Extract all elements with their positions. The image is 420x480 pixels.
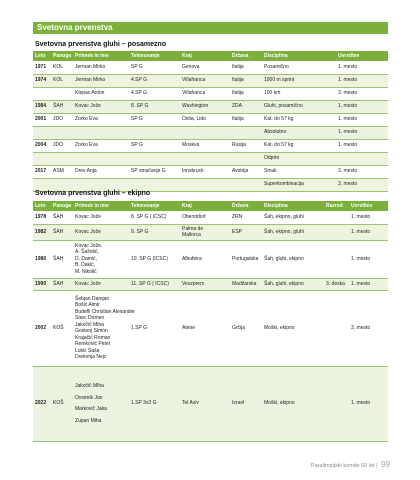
cell-city	[180, 290, 230, 366]
cell-place: 3. mesto	[336, 178, 388, 191]
cell-sport: JDO	[51, 113, 73, 126]
cell-name	[73, 152, 129, 165]
cell-comp: SP smučanje G	[129, 165, 180, 178]
cell-line: Oberstdorf	[182, 214, 206, 220]
cell-line: Gostenj Simon	[75, 328, 108, 334]
cell-city	[180, 224, 230, 240]
cell-class: 3. deska	[324, 278, 349, 290]
cell-line: Markovič Jaka	[75, 406, 107, 412]
cell-place: 1. mesto	[349, 211, 388, 224]
cell-line: Mallorca	[182, 232, 201, 238]
column-header: Leto	[35, 203, 46, 209]
cell-place: 1. mesto	[336, 61, 388, 74]
column-header: Priimek in ime	[75, 53, 109, 59]
cell-country	[230, 126, 262, 139]
cell-names	[73, 240, 129, 278]
cell-class	[324, 224, 349, 240]
cell-line: Atene	[182, 324, 196, 331]
cell-names	[73, 278, 129, 290]
cell-comp: 4.SP G	[129, 87, 180, 100]
cell-year: 1982	[33, 224, 51, 240]
cell-line: Kovac Jože	[75, 228, 101, 235]
cell-country: Madžarska	[230, 278, 262, 290]
cell-year: 2017	[33, 165, 51, 178]
column-header: Priimek in ime	[75, 203, 109, 209]
cell-names	[73, 366, 129, 441]
cell-name: Klepac Anton	[73, 87, 129, 100]
table-row	[33, 126, 388, 139]
cell-comp: 8. SP G	[129, 100, 180, 113]
cell-sport	[51, 126, 73, 139]
column-header: Uvrstitev	[351, 203, 373, 209]
cell-place: 1. mesto	[336, 139, 388, 152]
cell-city	[180, 240, 230, 278]
cell-comp: 4.SP G	[129, 74, 180, 87]
cell-country: Italija	[230, 74, 262, 87]
cell-disc: Superkombinacija	[262, 178, 336, 191]
cell-disc: Moški, ekipno	[262, 290, 324, 366]
cell-country: Italija	[230, 61, 262, 74]
cell-line: Drekonja Nejc	[75, 354, 107, 360]
cell-place: 1. mesto	[349, 278, 388, 290]
column-header: Razred	[326, 203, 343, 209]
cell-comp	[129, 152, 180, 165]
page-number: 99	[381, 460, 390, 469]
cell-place: 3. mesto	[349, 290, 388, 366]
column-header: Uvrstitev	[338, 53, 360, 59]
cell-sport: KOŠ	[51, 290, 73, 366]
table-row	[33, 366, 388, 441]
cell-country	[230, 152, 262, 165]
cell-country: Italija	[230, 113, 262, 126]
cell-city: Genova	[180, 61, 230, 74]
cell-country: Grčija	[230, 290, 262, 366]
cell-name: Drev Anja	[73, 165, 129, 178]
cell-city	[180, 278, 230, 290]
cell-name: Zorko Eva	[73, 113, 129, 126]
cell-year: 1984	[33, 100, 51, 113]
page-section-band	[33, 22, 388, 34]
cell-disc: 1000 m sprint	[262, 74, 336, 87]
cell-country: ZRN	[230, 211, 262, 224]
cell-place: 1. mesto	[349, 224, 388, 240]
table-row	[33, 87, 388, 100]
individual-results-table	[33, 51, 388, 192]
cell-line: Palma de	[182, 225, 204, 232]
cell-city: Washington	[180, 100, 230, 113]
cell-line: Remković Peter	[75, 341, 111, 347]
cell-country: ESP	[230, 224, 262, 240]
section-title-team: Svetovna prvenstva gluhi – ekipno	[35, 190, 151, 197]
column-header: Disciplina	[264, 53, 288, 59]
cell-line: Jakočič Miha	[75, 383, 104, 389]
cell-disc: Šah, gluhi, ekipno	[262, 240, 324, 278]
cell-line: Starc Domen	[75, 315, 105, 321]
band-title: Svetovna prvenstva	[37, 23, 113, 32]
table-row	[33, 290, 388, 366]
cell-place: 1. mesto	[336, 74, 388, 87]
cell-disc: Posamično	[262, 61, 336, 74]
cell-name: Jerman Mirko	[73, 74, 129, 87]
table-row	[33, 224, 388, 240]
cell-disc: Gluhi, posamično	[262, 100, 336, 113]
cell-place: 1. mesto	[336, 100, 388, 113]
cell-names	[73, 224, 129, 240]
cell-disc: 100 km	[262, 87, 336, 100]
table-row	[33, 152, 388, 165]
cell-place: 1. mesto	[349, 366, 388, 441]
cell-city	[180, 366, 230, 441]
cell-disc: Odprto	[262, 152, 336, 165]
cell-sport: KOŠ	[51, 366, 73, 441]
cell-name: Jerman Mirko	[73, 61, 129, 74]
cell-disc: Kat. do 57 kg	[262, 113, 336, 126]
cell-year: 1978	[33, 211, 51, 224]
column-header: Država	[232, 203, 249, 209]
table-row	[33, 278, 388, 290]
cell-name	[73, 126, 129, 139]
cell-country: Italija	[230, 87, 262, 100]
cell-city: Villafranca	[180, 87, 230, 100]
cell-name: Zorko Eva	[73, 139, 129, 152]
cell-city	[180, 126, 230, 139]
cell-place: 1. mesto	[336, 113, 388, 126]
cell-year: 1986	[33, 240, 51, 278]
cell-year: 2004	[33, 139, 51, 152]
column-header: Država	[232, 53, 249, 59]
cell-city: Moskva	[180, 139, 230, 152]
column-header: Tekmovanje	[131, 53, 160, 59]
cell-line: Tel Aviv	[182, 400, 199, 407]
cell-line: Kovac Jože	[75, 280, 101, 287]
cell-disc: Šah, ekipno, gluhi	[262, 211, 324, 224]
cell-comp: SP G	[129, 139, 180, 152]
cell-country: Portugalska	[230, 240, 262, 278]
cell-city	[180, 152, 230, 165]
cell-comp: SP G	[129, 113, 180, 126]
cell-sport: KOL	[51, 61, 73, 74]
cell-sport: ŠAH	[51, 240, 73, 278]
cell-disc: Šah, ekipno, gluhi	[262, 224, 324, 240]
cell-comp: 8. SP G ( ICSC)	[129, 211, 180, 224]
footer-text: Paralimpijski komite 60 let |	[311, 463, 378, 469]
team-results-table	[33, 201, 388, 442]
column-header: Disciplina	[264, 203, 288, 209]
cell-disc: Smuk	[262, 165, 336, 178]
section-title-individual: Svetovna prvenstva gluhi – posamezno	[35, 41, 167, 48]
cell-line: Šebjan Damjan	[75, 295, 110, 302]
cell-city: Villafranca	[180, 74, 230, 87]
cell-comp: 11. SP G ( ICSC)	[129, 278, 180, 290]
cell-city: Innsbruck	[180, 165, 230, 178]
cell-sport: KOL	[51, 74, 73, 87]
cell-sport	[51, 87, 73, 100]
cell-comp	[129, 126, 180, 139]
cell-place: 3. mesto	[336, 165, 388, 178]
cell-line: Albufeira	[182, 255, 202, 262]
cell-comp: 10. SP G (ICSC)	[129, 240, 180, 278]
cell-country: Avstrija	[230, 165, 262, 178]
table-row	[33, 74, 388, 87]
column-header: Panoga	[53, 53, 72, 59]
cell-line: Budefli Christian Alexander	[75, 308, 136, 315]
cell-comp: SP G	[129, 61, 180, 74]
cell-year: 1971	[33, 61, 51, 74]
cell-line: Veszprem	[182, 280, 205, 287]
page-footer	[311, 460, 390, 469]
cell-place: 1. mesto	[336, 126, 388, 139]
table-row	[33, 100, 388, 113]
table-header-row	[33, 51, 388, 61]
table-row	[33, 165, 388, 178]
cell-year	[33, 87, 51, 100]
cell-comp: 1.SP 3x3 G	[129, 366, 180, 441]
cell-line: Krajačić Roman	[75, 334, 111, 341]
cell-names	[73, 290, 136, 366]
cell-names	[73, 211, 129, 224]
cell-country: ZDA	[230, 100, 262, 113]
cell-disc: Kat. do 57 kg	[262, 139, 336, 152]
cell-year: 2022	[33, 366, 51, 441]
cell-country	[230, 178, 262, 191]
cell-country: Izrael	[230, 366, 262, 441]
cell-line: Bošić Almir	[75, 302, 100, 308]
cell-class	[324, 211, 349, 224]
cell-sport: ŠAH	[51, 211, 73, 224]
cell-year: 2002	[33, 290, 51, 366]
cell-class	[324, 366, 349, 441]
cell-line: Lukić Saša	[75, 347, 100, 354]
cell-line: M. Nikolić	[75, 268, 97, 275]
column-header: Kraj	[182, 203, 192, 209]
table-row	[33, 139, 388, 152]
cell-sport: JDO	[51, 139, 73, 152]
cell-disc: Absolutno	[262, 126, 336, 139]
cell-place: 3. mesto	[336, 87, 388, 100]
cell-city	[180, 211, 230, 224]
table-row	[33, 61, 388, 74]
cell-line: Zupan Miha	[75, 417, 102, 424]
cell-comp: 9. SP G	[129, 224, 180, 240]
column-header: Panoga	[53, 203, 72, 209]
cell-sport: ŠAH	[51, 224, 73, 240]
cell-year	[33, 152, 51, 165]
cell-place: 1. mesto	[349, 240, 388, 278]
column-header: Kraj	[182, 53, 192, 59]
cell-line: A. Šašotić,	[75, 249, 99, 256]
cell-place	[336, 152, 388, 165]
table-row	[33, 113, 388, 126]
cell-year	[33, 126, 51, 139]
table-row	[33, 211, 388, 224]
cell-country: Rusija	[230, 139, 262, 152]
table-row	[33, 240, 388, 278]
cell-disc: Šah, gluhi, ekipno	[262, 278, 324, 290]
cell-line: Kovac Jože,	[75, 242, 103, 249]
cell-line: B. Dakić,	[75, 262, 96, 269]
cell-line: Jakočič Miha	[75, 321, 104, 328]
cell-comp: 1.SP G	[129, 290, 180, 366]
cell-disc: Moški, ekipno	[262, 366, 324, 441]
cell-class	[324, 240, 349, 278]
cell-sport: ŠAH	[51, 278, 73, 290]
cell-year: 2001	[33, 113, 51, 126]
column-header: Leto	[35, 53, 46, 59]
cell-line: Kovac Jože	[75, 214, 101, 220]
cell-sport: ASM	[51, 165, 73, 178]
cell-sport: ŠAH	[51, 100, 73, 113]
cell-class	[324, 290, 349, 366]
column-header: Tekmovanje	[131, 203, 160, 209]
cell-city: Ostia, Lido	[180, 113, 230, 126]
cell-name: Kovac Jože	[73, 100, 129, 113]
cell-year: 1990	[33, 278, 51, 290]
cell-line: D. Damić,	[75, 255, 97, 262]
cell-line: Ovsenik Jan	[75, 394, 103, 401]
cell-year: 1974	[33, 74, 51, 87]
table-header-row	[33, 201, 388, 211]
cell-city	[180, 178, 230, 191]
cell-sport	[51, 152, 73, 165]
